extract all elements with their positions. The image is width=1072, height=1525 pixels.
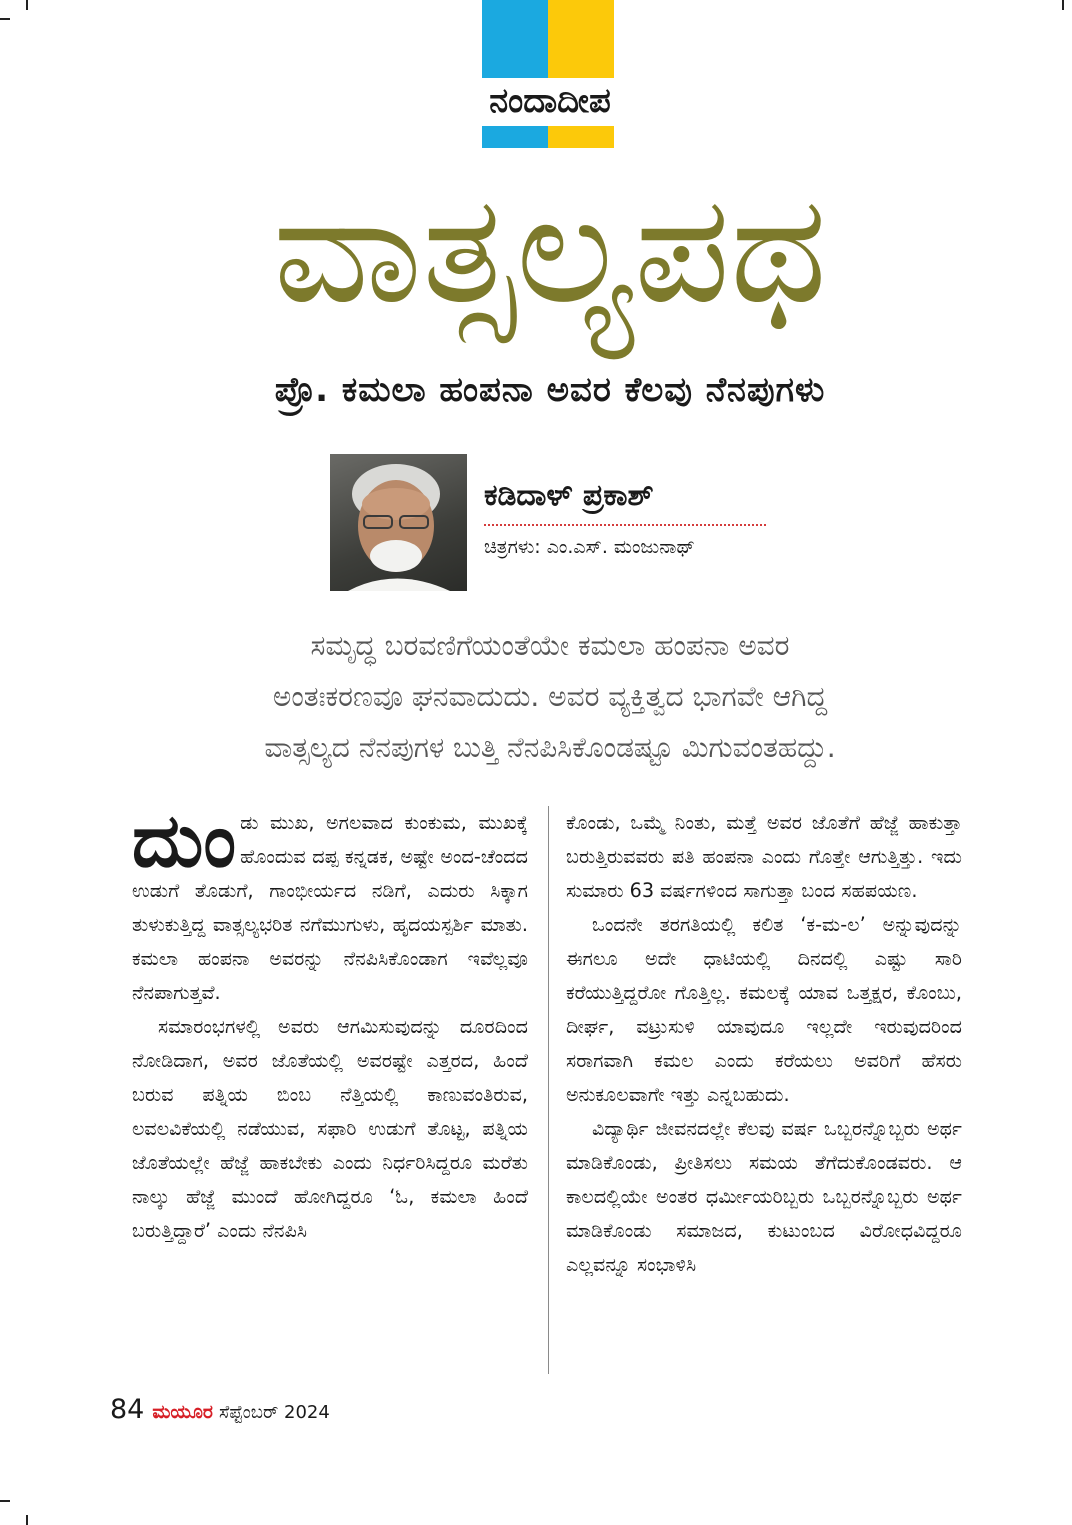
portrait-image (330, 454, 467, 591)
logo-yellow-block (548, 0, 614, 78)
drop-cap: ದುಂ (132, 798, 237, 884)
magazine-logo: ಮಯೂರ (152, 1401, 213, 1423)
body-paragraph: ಸಮಾರಂಭಗಳಲ್ಲಿ ಅವರು ಆಗಮಿಸುವುದನ್ನು ದೂರದಿಂದ ನೋಡಿದಾಗ, ಅವರ ಜೊತೆಯಲ್ಲಿ ಅವರಷ್ಟೇ ಎತ್ತರದ, ಹಿಂದೆ ಬರುವ ಪತ್ನಿಯ ಬಿಂಬ ನೆತ್ತಿಯಲ್ಲಿ ಕಾಣುವಂತಿರುವ, ಲವಲವಿಕೆಯಲ್ಲಿ ನಡೆಯುವ, ಸಫಾರಿ ಉಡುಗೆ ತೊಟ್ಟ, ಪತ್ನಿಯ ಜೊತೆಯಲ್ಲೇ ಹೆಜ್ಜೆ ಹಾಕಬೇಕು ಎಂದು ನಿರ್ಧರಿಸಿದ್ದರೂ ಮರೆತು ನಾಲ್ಕು ಹೆಜ್ಜೆ ಮುಂದೆ ಹೋಗಿದ್ದರೂ ‘ಓ, ಕಮಲಾ ಹಿಂದೆ ಬರುತ್ತಿದ್ದಾರೆ’ ಎಂದು ನೆನಪಿಸಿ (132, 1015, 528, 1242)
column-divider (548, 806, 549, 1374)
logo-yellow-strip (548, 126, 614, 148)
body-paragraph: ವಿದ್ಯಾರ್ಥಿ ಜೀವನದಲ್ಲೇ ಕೆಲವು ವರ್ಷ ಒಬ್ಬರನ್ನೊಬ್ಬರು ಅರ್ಥ ಮಾಡಿಕೊಂಡು, ಪ್ರೀತಿಸಲು ಸಮಯ ತೆಗೆದುಕೊಂಡವರು. ಆ ಕಾಲದಲ್ಲಿಯೇ ಅಂತರ ಧರ್ಮೀಯರಿಬ್ಬರು ಒಬ್ಬರನ್ನೊಬ್ಬರು ಅರ್ಥ ಮಾಡಿಕೊಂಡು ಸಮಾಜದ, ಕುಟುಂಬದ ವಿರೋಧವಿದ್ದರೂ ಎಲ್ಲವನ್ನೂ ಸಂಭಾಳಿಸಿ (566, 1117, 962, 1276)
author-photo (330, 454, 467, 591)
crop-mark (1062, 0, 1064, 10)
standfirst-line: ಅಂತಃಕರಣವೂ ಘನವಾದುದು. ಅವರ ವ್ಯಕ್ತಿತ್ವದ ಭಾಗವೇ ಆಗಿದ್ದ (272, 680, 828, 713)
issue-date: ಸೆಪ್ಟೆಂಬರ್ 2024 (218, 1402, 330, 1423)
section-logo (482, 0, 614, 148)
crop-mark (26, 0, 28, 10)
author-name: ಕಡಿದಾಳ್ ಪ್ರಕಾಶ್ (484, 478, 654, 513)
page-footer (110, 1392, 330, 1431)
page-number: 84 (110, 1394, 145, 1425)
photo-credit: ಚಿತ್ರಗಳು: ಎಂ.ಎಸ್. ಮಂಜುನಾಥ್ (484, 536, 695, 558)
body-paragraph (132, 798, 528, 1010)
logo-blue-strip (482, 126, 548, 148)
body-column-left (132, 798, 528, 1248)
standfirst-line: ಸಮೃದ್ಧ ಬರವಣಿಗೆಯಂತೆಯೇ ಕಮಲಾ ಹಂಪನಾ ಅವರ (310, 629, 790, 662)
article-subtitle: ಪ್ರೊ. ಕಮಲಾ ಹಂಪನಾ ಅವರ ಕೆಲವು ನೆನಪುಗಳು (274, 370, 826, 410)
body-paragraph: ಒಂದನೇ ತರಗತಿಯಲ್ಲಿ ಕಲಿತ ‘ಕ-ಮ-ಲ’ ಅನ್ನುವುದನ್ನು ಈಗಲೂ ಅದೇ ಧಾಟಿಯಲ್ಲಿ ದಿನದಲ್ಲಿ ಎಷ್ಟು ಸಾರಿ ಕರೆಯುತ್ತಿದ್ದರೋ ಗೊತ್ತಿಲ್ಲ. ಕಮಲಕ್ಕೆ ಯಾವ ಒತ್ತಕ್ಷರ, ಕೊಂಬು, ದೀರ್ಘ, ವಟ್ರುಸುಳಿ ಯಾವುದೂ ಇಲ್ಲದೇ ಇರುವುದರಿಂದ ಸರಾಗವಾಗಿ ಕಮಲ ಎಂದು ಕರೆಯಲು ಅವರಿಗೆ ಹೆಸರು ಅನುಕೂಲವಾಗೇ ಇತ್ತು ಎನ್ನಬಹುದು. (566, 913, 962, 1106)
standfirst-line: ವಾತ್ಸಲ್ಯದ ನೆನಪುಗಳ ಬುತ್ತಿ ನೆನಪಿಸಿಕೊಂಡಷ್ಟೂ ಮಿಗುವಂತಹದ್ದು. (264, 731, 836, 764)
crop-mark (0, 18, 10, 20)
crop-mark (0, 1500, 10, 1502)
section-name: ನಂದಾದೀಪ (489, 81, 611, 121)
standfirst (150, 620, 950, 773)
byline-divider (484, 524, 766, 526)
body-column-right (566, 806, 962, 1282)
paragraph-text: ಡು ಮುಖ, ಅಗಲವಾದ ಕುಂಕುಮ, ಮುಖಕ್ಕೆ ಹೊಂದುವ ದಪ್ಪ ಕನ್ನಡಕ, ಅಷ್ಟೇ ಅಂದ-ಚೆಂದದ ಉಡುಗೆ ತೊಡುಗೆ, ಗಾಂಭೀರ್ಯದ ನಡಿಗೆ, ಎದುರು ಸಿಕ್ಕಾಗ ತುಳುಕುತ್ತಿದ್ದ ವಾತ್ಸಲ್ಯಭರಿತ ನಗೆಮುಗುಳು, ಹೃದಯಸ್ಪರ್ಶಿ ಮಾತು. ಕಮಲಾ ಹಂಪನಾ ಅವರನ್ನು ನೆನಪಿಸಿಕೊಂಡಾಗ ಇವೆಲ್ಲವೂ ನೆನಪಾಗುತ್ತವೆ. (132, 811, 528, 1004)
crop-mark (26, 1515, 28, 1525)
article-title: ವಾತ್ಸಲ್ಯಪಥ (272, 163, 828, 337)
logo-blue-block (482, 0, 548, 78)
body-paragraph: ಕೊಂಡು, ಒಮ್ಮೆ ನಿಂತು, ಮತ್ತೆ ಅವರ ಜೊತೆಗೆ ಹೆಜ್ಜೆ ಹಾಕುತ್ತಾ ಬರುತ್ತಿರುವವರು ಪತಿ ಹಂಪನಾ ಎಂದು ಗೊತ್ತೇ ಆಗುತ್ತಿತ್ತು. ಇದು ಸುಮಾರು 63 ವರ್ಷಗಳಿಂದ ಸಾಗುತ್ತಾ ಬಂದ ಸಹಪಯಣ. (566, 811, 962, 902)
